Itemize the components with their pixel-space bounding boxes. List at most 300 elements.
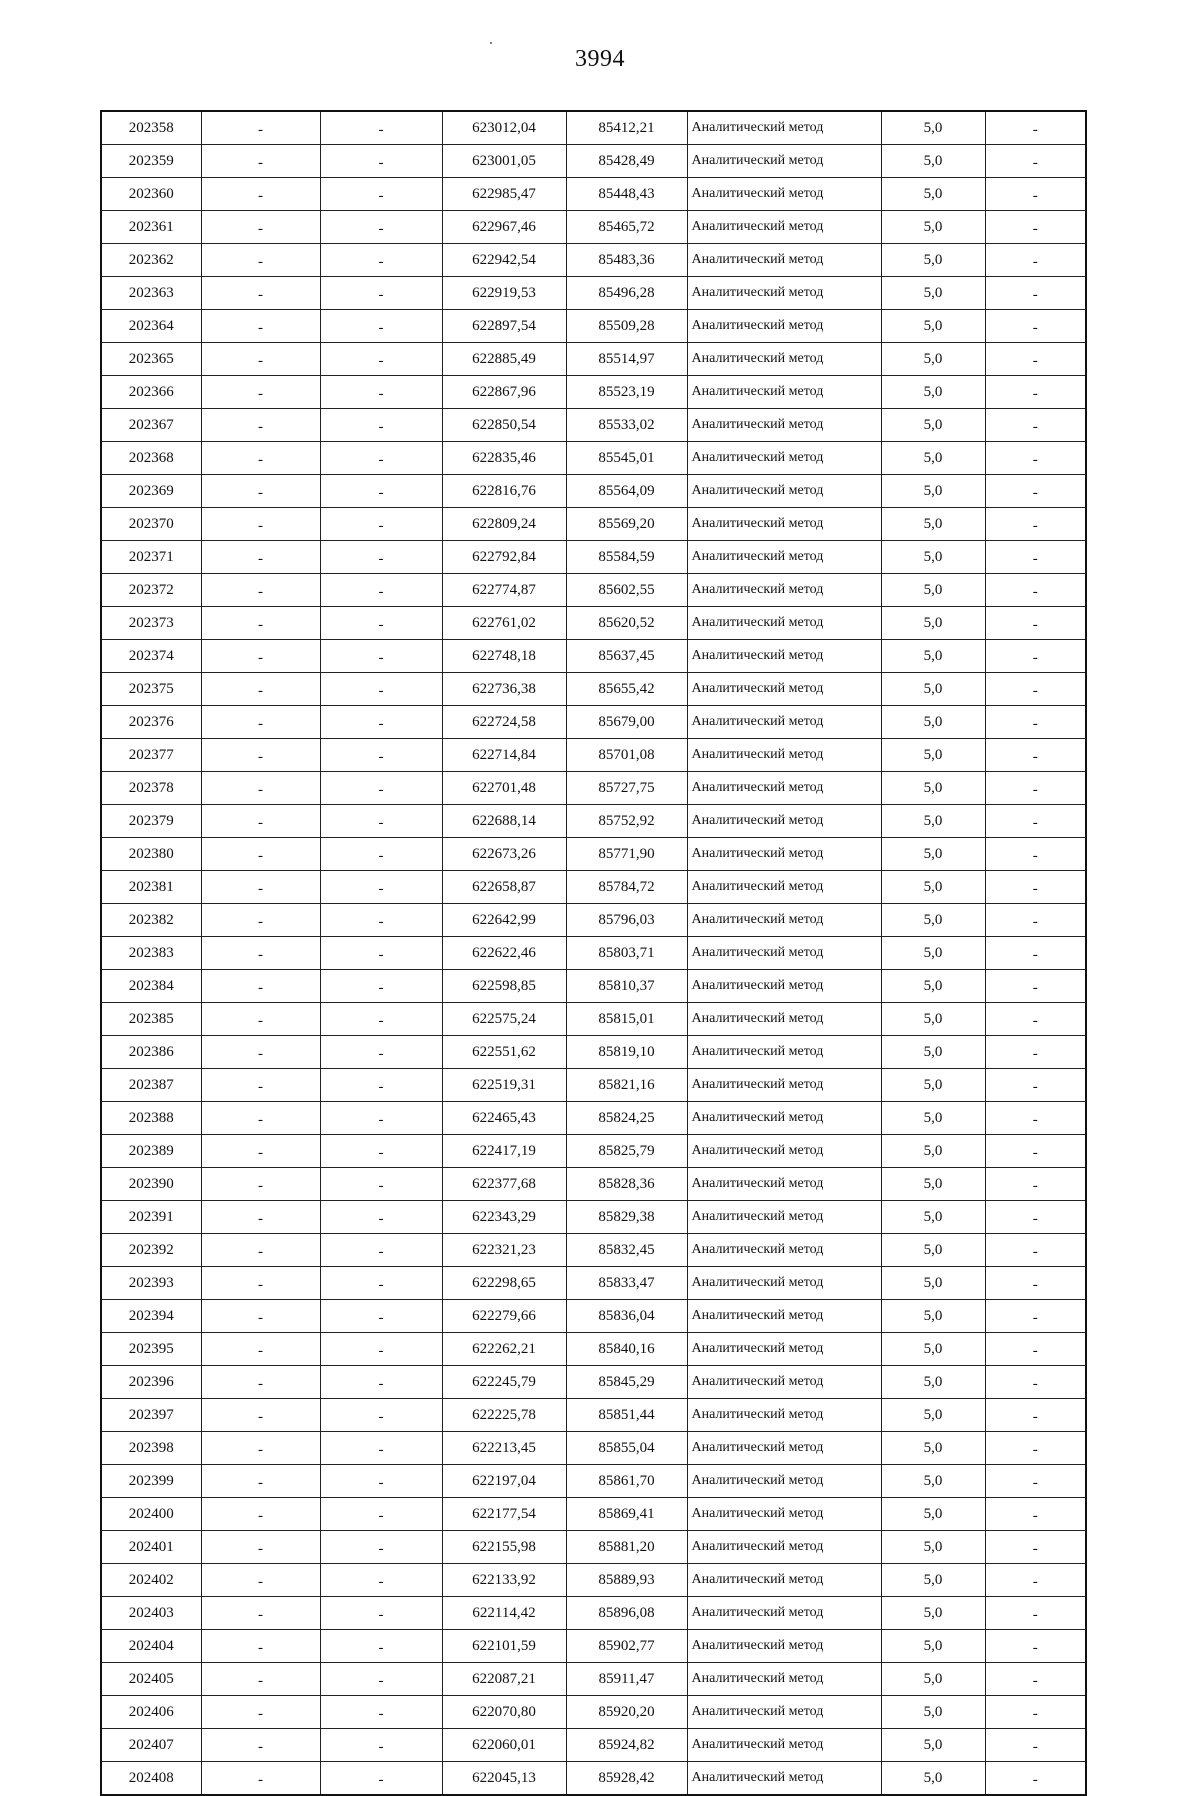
cell-empty-value: - <box>201 1267 320 1300</box>
cell-precision: 5,0 <box>881 607 985 640</box>
cell-coordinate-y: 85727,75 <box>566 772 687 805</box>
cell-point-id: 202383 <box>101 937 201 970</box>
cell-method: Аналитический метод <box>687 1201 881 1234</box>
table-row <box>101 673 1086 706</box>
table-row <box>101 1564 1086 1597</box>
table-row <box>101 904 1086 937</box>
cell-coordinate-y: 85412,21 <box>566 111 687 145</box>
cell-coordinate-x: 622298,65 <box>442 1267 566 1300</box>
cell-empty-value: - <box>201 277 320 310</box>
table-row <box>101 508 1086 541</box>
cell-point-id: 202379 <box>101 805 201 838</box>
cell-method: Аналитический метод <box>687 1069 881 1102</box>
table-row <box>101 805 1086 838</box>
cell-coordinate-y: 85881,20 <box>566 1531 687 1564</box>
cell-point-id: 202397 <box>101 1399 201 1432</box>
cell-point-id: 202386 <box>101 1036 201 1069</box>
cell-empty-value: - <box>320 607 442 640</box>
cell-empty-value: - <box>201 409 320 442</box>
cell-precision: 5,0 <box>881 1729 985 1762</box>
cell-coordinate-y: 85796,03 <box>566 904 687 937</box>
cell-method: Аналитический метод <box>687 475 881 508</box>
cell-empty-value: - <box>985 1399 1086 1432</box>
cell-coordinate-y: 85545,01 <box>566 442 687 475</box>
table-row <box>101 1399 1086 1432</box>
cell-empty-value: - <box>201 739 320 772</box>
table-row <box>101 541 1086 574</box>
cell-precision: 5,0 <box>881 1531 985 1564</box>
cell-coordinate-x: 622225,78 <box>442 1399 566 1432</box>
table-row <box>101 970 1086 1003</box>
cell-method: Аналитический метод <box>687 1531 881 1564</box>
cell-method: Аналитический метод <box>687 1168 881 1201</box>
table-row <box>101 1168 1086 1201</box>
cell-precision: 5,0 <box>881 244 985 277</box>
table-row <box>101 1696 1086 1729</box>
table-row <box>101 1729 1086 1762</box>
cell-point-id: 202380 <box>101 838 201 871</box>
cell-empty-value: - <box>985 805 1086 838</box>
cell-empty-value: - <box>985 1366 1086 1399</box>
cell-empty-value: - <box>985 970 1086 1003</box>
cell-point-id: 202391 <box>101 1201 201 1234</box>
cell-coordinate-x: 622087,21 <box>442 1663 566 1696</box>
cell-empty-value: - <box>201 1168 320 1201</box>
cell-precision: 5,0 <box>881 475 985 508</box>
cell-empty-value: - <box>320 409 442 442</box>
cell-coordinate-y: 85428,49 <box>566 145 687 178</box>
cell-empty-value: - <box>320 376 442 409</box>
cell-point-id: 202377 <box>101 739 201 772</box>
cell-point-id: 202368 <box>101 442 201 475</box>
cell-empty-value: - <box>320 1762 442 1796</box>
cell-precision: 5,0 <box>881 838 985 871</box>
cell-coordinate-y: 85924,82 <box>566 1729 687 1762</box>
cell-coordinate-y: 85679,00 <box>566 706 687 739</box>
cell-coordinate-x: 622575,24 <box>442 1003 566 1036</box>
cell-precision: 5,0 <box>881 541 985 574</box>
cell-empty-value: - <box>320 1267 442 1300</box>
cell-coordinate-y: 85810,37 <box>566 970 687 1003</box>
cell-method: Аналитический метод <box>687 1432 881 1465</box>
cell-empty-value: - <box>985 1300 1086 1333</box>
cell-precision: 5,0 <box>881 1564 985 1597</box>
cell-empty-value: - <box>201 1399 320 1432</box>
cell-empty-value: - <box>201 145 320 178</box>
cell-empty-value: - <box>985 1201 1086 1234</box>
cell-empty-value: - <box>985 442 1086 475</box>
cell-empty-value: - <box>320 310 442 343</box>
cell-empty-value: - <box>201 1597 320 1630</box>
cell-empty-value: - <box>320 244 442 277</box>
cell-point-id: 202371 <box>101 541 201 574</box>
cell-empty-value: - <box>201 1762 320 1796</box>
table-row <box>101 1333 1086 1366</box>
cell-coordinate-y: 85920,20 <box>566 1696 687 1729</box>
cell-empty-value: - <box>985 1168 1086 1201</box>
cell-coordinate-y: 85821,16 <box>566 1069 687 1102</box>
cell-point-id: 202387 <box>101 1069 201 1102</box>
cell-empty-value: - <box>201 1465 320 1498</box>
cell-coordinate-x: 622897,54 <box>442 310 566 343</box>
cell-method: Аналитический метод <box>687 1003 881 1036</box>
cell-method: Аналитический метод <box>687 1300 881 1333</box>
cell-coordinate-x: 622465,43 <box>442 1102 566 1135</box>
cell-coordinate-y: 85620,52 <box>566 607 687 640</box>
cell-method: Аналитический метод <box>687 1135 881 1168</box>
cell-empty-value: - <box>320 937 442 970</box>
cell-empty-value: - <box>201 178 320 211</box>
cell-coordinate-x: 622197,04 <box>442 1465 566 1498</box>
cell-coordinate-x: 622985,47 <box>442 178 566 211</box>
cell-method: Аналитический метод <box>687 904 881 937</box>
cell-empty-value: - <box>201 772 320 805</box>
cell-empty-value: - <box>201 970 320 1003</box>
cell-coordinate-x: 622321,23 <box>442 1234 566 1267</box>
cell-empty-value: - <box>201 244 320 277</box>
cell-point-id: 202390 <box>101 1168 201 1201</box>
cell-empty-value: - <box>201 937 320 970</box>
cell-precision: 5,0 <box>881 508 985 541</box>
cell-empty-value: - <box>201 508 320 541</box>
cell-method: Аналитический метод <box>687 1333 881 1366</box>
cell-coordinate-y: 85889,93 <box>566 1564 687 1597</box>
cell-point-id: 202373 <box>101 607 201 640</box>
cell-precision: 5,0 <box>881 343 985 376</box>
cell-empty-value: - <box>201 838 320 871</box>
cell-empty-value: - <box>201 1366 320 1399</box>
cell-coordinate-x: 622919,53 <box>442 277 566 310</box>
cell-empty-value: - <box>320 1366 442 1399</box>
cell-empty-value: - <box>985 244 1086 277</box>
cell-empty-value: - <box>320 1399 442 1432</box>
table-row <box>101 244 1086 277</box>
cell-coordinate-x: 622101,59 <box>442 1630 566 1663</box>
cell-coordinate-x: 622343,29 <box>442 1201 566 1234</box>
cell-coordinate-y: 85902,77 <box>566 1630 687 1663</box>
cell-point-id: 202400 <box>101 1498 201 1531</box>
cell-empty-value: - <box>201 871 320 904</box>
table-row <box>101 706 1086 739</box>
cell-precision: 5,0 <box>881 442 985 475</box>
cell-method: Аналитический метод <box>687 1762 881 1796</box>
table-row <box>101 1465 1086 1498</box>
cell-empty-value: - <box>201 310 320 343</box>
cell-coordinate-x: 622377,68 <box>442 1168 566 1201</box>
cell-empty-value: - <box>985 541 1086 574</box>
cell-precision: 5,0 <box>881 1399 985 1432</box>
cell-empty-value: - <box>320 343 442 376</box>
cell-precision: 5,0 <box>881 1663 985 1696</box>
cell-method: Аналитический метод <box>687 640 881 673</box>
cell-point-id: 202364 <box>101 310 201 343</box>
table-row <box>101 475 1086 508</box>
cell-precision: 5,0 <box>881 1432 985 1465</box>
cell-precision: 5,0 <box>881 178 985 211</box>
cell-method: Аналитический метод <box>687 739 881 772</box>
cell-point-id: 202399 <box>101 1465 201 1498</box>
cell-empty-value: - <box>985 1696 1086 1729</box>
cell-precision: 5,0 <box>881 1036 985 1069</box>
cell-empty-value: - <box>201 1432 320 1465</box>
cell-method: Аналитический метод <box>687 244 881 277</box>
cell-empty-value: - <box>201 1300 320 1333</box>
cell-coordinate-y: 85514,97 <box>566 343 687 376</box>
cell-empty-value: - <box>985 1102 1086 1135</box>
cell-empty-value: - <box>201 1201 320 1234</box>
cell-precision: 5,0 <box>881 574 985 607</box>
cell-empty-value: - <box>201 1630 320 1663</box>
cell-empty-value: - <box>985 1234 1086 1267</box>
cell-method: Аналитический метод <box>687 145 881 178</box>
cell-empty-value: - <box>320 1168 442 1201</box>
cell-method: Аналитический метод <box>687 970 881 1003</box>
cell-empty-value: - <box>985 937 1086 970</box>
cell-coordinate-y: 85771,90 <box>566 838 687 871</box>
cell-method: Аналитический метод <box>687 1234 881 1267</box>
table-row <box>101 1234 1086 1267</box>
cell-precision: 5,0 <box>881 970 985 1003</box>
cell-coordinate-y: 85819,10 <box>566 1036 687 1069</box>
cell-empty-value: - <box>320 1201 442 1234</box>
cell-coordinate-y: 85701,08 <box>566 739 687 772</box>
cell-empty-value: - <box>201 1135 320 1168</box>
cell-empty-value: - <box>985 904 1086 937</box>
cell-empty-value: - <box>320 1135 442 1168</box>
cell-point-id: 202363 <box>101 277 201 310</box>
cell-point-id: 202407 <box>101 1729 201 1762</box>
cell-empty-value: - <box>320 442 442 475</box>
cell-coordinate-x: 622417,19 <box>442 1135 566 1168</box>
cell-method: Аналитический метод <box>687 178 881 211</box>
cell-empty-value: - <box>985 706 1086 739</box>
cell-coordinate-x: 622622,46 <box>442 937 566 970</box>
cell-method: Аналитический метод <box>687 673 881 706</box>
cell-precision: 5,0 <box>881 1003 985 1036</box>
cell-empty-value: - <box>985 871 1086 904</box>
cell-empty-value: - <box>201 1663 320 1696</box>
cell-empty-value: - <box>320 1531 442 1564</box>
cell-empty-value: - <box>201 607 320 640</box>
cell-empty-value: - <box>985 1663 1086 1696</box>
cell-coordinate-y: 85533,02 <box>566 409 687 442</box>
table-row <box>101 1201 1086 1234</box>
cell-empty-value: - <box>985 277 1086 310</box>
cell-method: Аналитический метод <box>687 376 881 409</box>
cell-coordinate-x: 622262,21 <box>442 1333 566 1366</box>
cell-empty-value: - <box>320 805 442 838</box>
scan-dot-mark <box>490 42 492 44</box>
cell-coordinate-y: 85523,19 <box>566 376 687 409</box>
cell-empty-value: - <box>985 1465 1086 1498</box>
cell-empty-value: - <box>320 871 442 904</box>
cell-empty-value: - <box>201 541 320 574</box>
cell-method: Аналитический метод <box>687 871 881 904</box>
cell-coordinate-y: 85496,28 <box>566 277 687 310</box>
table-row <box>101 111 1086 145</box>
cell-empty-value: - <box>320 541 442 574</box>
cell-precision: 5,0 <box>881 376 985 409</box>
cell-method: Аналитический метод <box>687 805 881 838</box>
cell-coordinate-x: 622155,98 <box>442 1531 566 1564</box>
cell-method: Аналитический метод <box>687 1498 881 1531</box>
cell-precision: 5,0 <box>881 1267 985 1300</box>
table-row <box>101 1531 1086 1564</box>
cell-precision: 5,0 <box>881 1300 985 1333</box>
cell-empty-value: - <box>201 376 320 409</box>
cell-coordinate-x: 622133,92 <box>442 1564 566 1597</box>
table-row <box>101 1135 1086 1168</box>
table-row <box>101 1366 1086 1399</box>
cell-empty-value: - <box>985 1762 1086 1796</box>
cell-empty-value: - <box>320 1102 442 1135</box>
cell-point-id: 202362 <box>101 244 201 277</box>
table-row <box>101 1762 1086 1796</box>
cell-empty-value: - <box>320 1597 442 1630</box>
cell-empty-value: - <box>985 673 1086 706</box>
cell-empty-value: - <box>201 706 320 739</box>
table-row <box>101 376 1086 409</box>
cell-coordinate-x: 622850,54 <box>442 409 566 442</box>
cell-coordinate-x: 622688,14 <box>442 805 566 838</box>
cell-empty-value: - <box>985 409 1086 442</box>
cell-empty-value: - <box>201 442 320 475</box>
cell-empty-value: - <box>985 838 1086 871</box>
cell-empty-value: - <box>320 178 442 211</box>
cell-empty-value: - <box>320 640 442 673</box>
cell-empty-value: - <box>985 1729 1086 1762</box>
cell-empty-value: - <box>985 178 1086 211</box>
table-row <box>101 1036 1086 1069</box>
cell-empty-value: - <box>320 1333 442 1366</box>
table-row <box>101 310 1086 343</box>
cell-empty-value: - <box>320 277 442 310</box>
cell-empty-value: - <box>201 1729 320 1762</box>
cell-point-id: 202378 <box>101 772 201 805</box>
cell-coordinate-x: 622673,26 <box>442 838 566 871</box>
cell-method: Аналитический метод <box>687 343 881 376</box>
cell-method: Аналитический метод <box>687 541 881 574</box>
cell-coordinate-x: 622701,48 <box>442 772 566 805</box>
cell-empty-value: - <box>320 739 442 772</box>
table-row <box>101 607 1086 640</box>
cell-precision: 5,0 <box>881 211 985 244</box>
cell-empty-value: - <box>201 805 320 838</box>
cell-empty-value: - <box>320 1729 442 1762</box>
cell-empty-value: - <box>985 1564 1086 1597</box>
cell-point-id: 202374 <box>101 640 201 673</box>
cell-coordinate-y: 85896,08 <box>566 1597 687 1630</box>
cell-coordinate-x: 622714,84 <box>442 739 566 772</box>
cell-coordinate-x: 622967,46 <box>442 211 566 244</box>
table-row <box>101 1003 1086 1036</box>
cell-method: Аналитический метод <box>687 574 881 607</box>
table-row <box>101 574 1086 607</box>
cell-coordinate-x: 622885,49 <box>442 343 566 376</box>
cell-point-id: 202393 <box>101 1267 201 1300</box>
cell-coordinate-y: 85825,79 <box>566 1135 687 1168</box>
cell-coordinate-x: 622658,87 <box>442 871 566 904</box>
table-row <box>101 1663 1086 1696</box>
cell-point-id: 202376 <box>101 706 201 739</box>
cell-precision: 5,0 <box>881 904 985 937</box>
cell-precision: 5,0 <box>881 1366 985 1399</box>
cell-empty-value: - <box>985 1333 1086 1366</box>
cell-empty-value: - <box>201 574 320 607</box>
cell-empty-value: - <box>985 1498 1086 1531</box>
cell-point-id: 202403 <box>101 1597 201 1630</box>
cell-method: Аналитический метод <box>687 442 881 475</box>
cell-method: Аналитический метод <box>687 1399 881 1432</box>
cell-empty-value: - <box>320 772 442 805</box>
cell-empty-value: - <box>320 1300 442 1333</box>
cell-coordinate-y: 85655,42 <box>566 673 687 706</box>
cell-empty-value: - <box>320 1036 442 1069</box>
cell-point-id: 202408 <box>101 1762 201 1796</box>
cell-point-id: 202375 <box>101 673 201 706</box>
cell-precision: 5,0 <box>881 1498 985 1531</box>
cell-empty-value: - <box>985 475 1086 508</box>
cell-point-id: 202370 <box>101 508 201 541</box>
cell-precision: 5,0 <box>881 871 985 904</box>
cell-coordinate-y: 85465,72 <box>566 211 687 244</box>
cell-coordinate-x: 622774,87 <box>442 574 566 607</box>
cell-empty-value: - <box>201 1102 320 1135</box>
cell-point-id: 202360 <box>101 178 201 211</box>
cell-empty-value: - <box>985 607 1086 640</box>
table-body <box>101 111 1086 1795</box>
cell-coordinate-x: 622551,62 <box>442 1036 566 1069</box>
table-row <box>101 343 1086 376</box>
cell-empty-value: - <box>985 310 1086 343</box>
cell-empty-value: - <box>320 1663 442 1696</box>
cell-coordinate-y: 85483,36 <box>566 244 687 277</box>
cell-precision: 5,0 <box>881 1696 985 1729</box>
cell-precision: 5,0 <box>881 640 985 673</box>
cell-method: Аналитический метод <box>687 277 881 310</box>
cell-empty-value: - <box>320 1069 442 1102</box>
table-row <box>101 1630 1086 1663</box>
cell-coordinate-x: 622245,79 <box>442 1366 566 1399</box>
cell-coordinate-x: 622835,46 <box>442 442 566 475</box>
cell-empty-value: - <box>320 673 442 706</box>
cell-empty-value: - <box>985 739 1086 772</box>
cell-method: Аналитический метод <box>687 508 881 541</box>
cell-empty-value: - <box>201 1531 320 1564</box>
cell-precision: 5,0 <box>881 409 985 442</box>
cell-method: Аналитический метод <box>687 211 881 244</box>
cell-coordinate-x: 622598,85 <box>442 970 566 1003</box>
cell-empty-value: - <box>201 211 320 244</box>
cell-coordinate-y: 85829,38 <box>566 1201 687 1234</box>
cell-precision: 5,0 <box>881 1333 985 1366</box>
cell-coordinate-x: 622060,01 <box>442 1729 566 1762</box>
cell-coordinate-x: 622279,66 <box>442 1300 566 1333</box>
cell-empty-value: - <box>320 475 442 508</box>
cell-point-id: 202358 <box>101 111 201 145</box>
page-number: 3994 <box>575 46 625 72</box>
cell-empty-value: - <box>985 211 1086 244</box>
cell-method: Аналитический метод <box>687 1663 881 1696</box>
cell-empty-value: - <box>201 640 320 673</box>
cell-empty-value: - <box>985 1069 1086 1102</box>
table-row <box>101 772 1086 805</box>
cell-empty-value: - <box>320 1432 442 1465</box>
cell-point-id: 202406 <box>101 1696 201 1729</box>
cell-point-id: 202369 <box>101 475 201 508</box>
table-row <box>101 409 1086 442</box>
cell-empty-value: - <box>201 1564 320 1597</box>
